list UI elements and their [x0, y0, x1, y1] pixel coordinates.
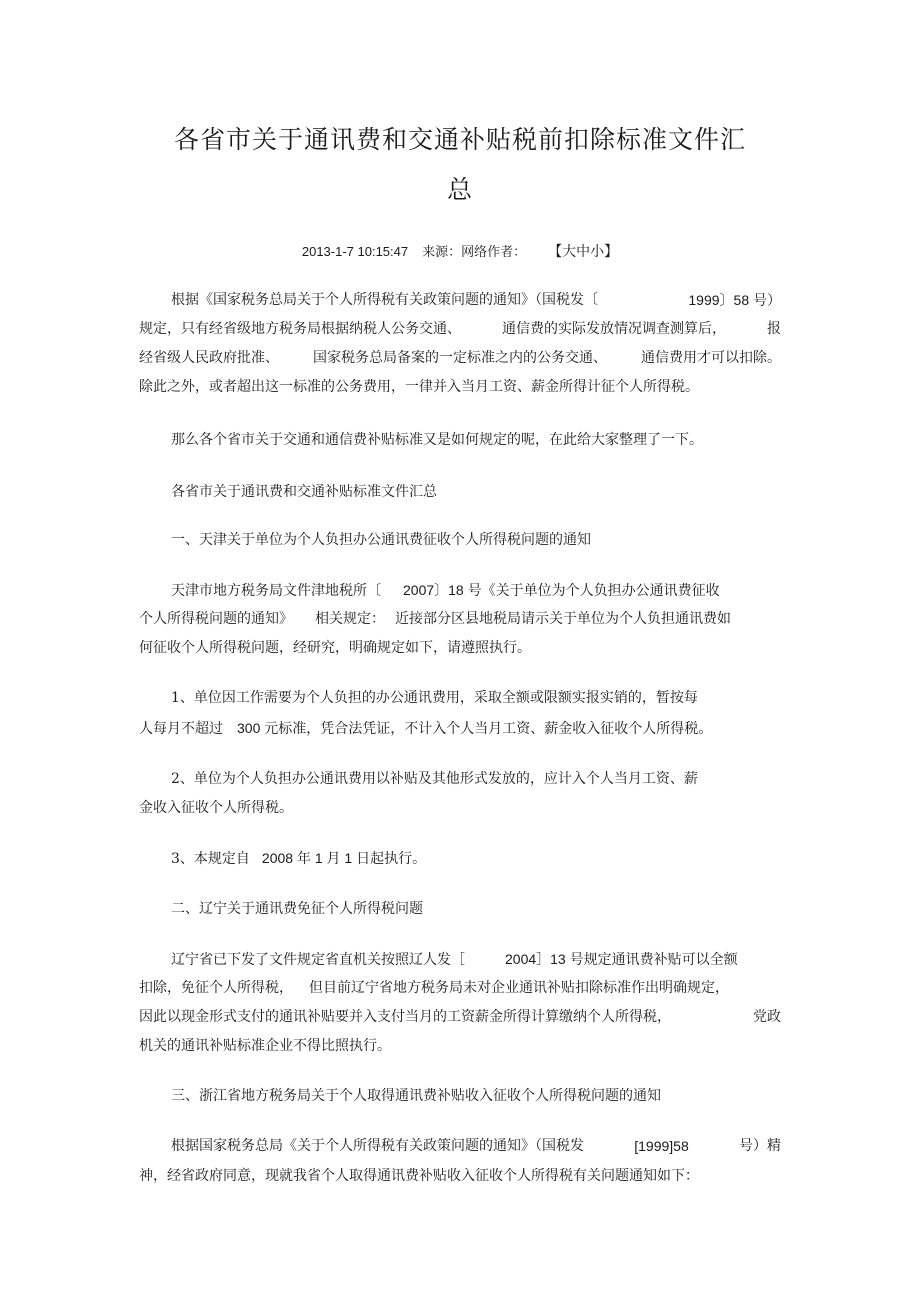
- text-span: 个人所得税问题的通知》: [139, 611, 293, 627]
- paragraph-line: [171, 949, 781, 969]
- text-span: 通信费的实际发放情况调查测算后，: [502, 321, 726, 337]
- text-span: 报: [767, 321, 781, 337]
- paragraph-line: [171, 580, 781, 600]
- font-size-control[interactable]: 【大中小】: [548, 244, 619, 260]
- paragraph-line: [171, 1136, 781, 1156]
- text-span: 300 元标准，凭合法凭证，不计入个人当月工资、薪金收入征收个人所得税。: [237, 720, 713, 736]
- paragraph-line: 那么各个省市关于交通和通信费补贴标准又是如何规定的呢，在此给大家整理了一下。: [171, 432, 703, 448]
- text-span: 3、本规定自: [171, 851, 250, 867]
- text-span: 辽宁省已下发了文件规定省直机关按照辽人发［: [171, 952, 465, 968]
- text-span: 1999〕58 号）: [688, 292, 781, 308]
- paragraph-line: [171, 290, 781, 310]
- paragraph-line: [139, 348, 781, 368]
- paragraph-line: [139, 718, 781, 738]
- text-span: 2004］13 号规定通讯费补贴可以全额: [505, 951, 738, 967]
- paragraph-line: [139, 609, 781, 629]
- paragraph-line: 1、单位因工作需要为个人负担的办公通讯费用，采取全额或限额实报实销的，暂按每: [171, 690, 698, 706]
- text-span: 国家税务总局备案的一定标准之内的公务交通、: [313, 350, 607, 366]
- text-span: 通信费用才可以扣除。: [641, 350, 781, 366]
- paragraph-line: 何征收个人所得税问题，经研究，明确规定如下，请遵照执行。: [139, 640, 531, 656]
- text-span: 根据《国家税务总局关于个人所得税有关政策问题的通知》（国税发〔: [171, 292, 598, 308]
- text-span: 扣除，免征个人所得税，: [139, 980, 293, 996]
- doc-title-line-2: 总: [446, 175, 473, 204]
- text-span: [1999]58: [634, 1138, 689, 1154]
- text-span: 但目前辽宁省地方税务局未对企业通讯补贴扣除标准作出明确规定，: [309, 980, 729, 996]
- source-author: 来源：网络作者：: [422, 245, 527, 260]
- paragraph-line: 各省市关于通讯费和交通补贴标准文件汇总: [171, 484, 437, 500]
- text-span: 近接部分区县地税局请示关于单位为个人负担通讯费如: [395, 611, 731, 627]
- paragraph-line: [139, 978, 781, 998]
- text-span: 党政: [753, 1009, 781, 1025]
- text-span: 根据国家税务总局《关于个人所得税有关政策问题的通知》（国税发: [171, 1138, 584, 1154]
- paragraph-line: [139, 1007, 781, 1027]
- paragraph-line: 2、单位为个人负担办公通讯费用以补贴及其他形式发放的，应计入个人当月工资、薪: [171, 771, 698, 787]
- article-meta: [0, 241, 920, 261]
- paragraph-line: 金收入征收个人所得税。: [139, 800, 293, 816]
- text-span: 经省级人民政府批准、: [139, 350, 279, 366]
- section-heading-zhejiang: 三、浙江省地方税务局关于个人取得通讯费补贴收入征收个人所得税问题的通知: [171, 1088, 661, 1104]
- text-span: 人每月不超过: [139, 721, 223, 737]
- publish-datetime: 2013-1-7 10:15:47: [301, 244, 409, 259]
- text-span: 天津市地方税务局文件津地税所〔: [171, 583, 381, 599]
- paragraph-line: 除此之外，或者超出这一标准的公务费用，一律并入当月工资、薪金所得计征个人所得税。: [139, 379, 699, 395]
- doc-title-line-1: 各省市关于通讯费和交通补贴税前扣除标准文件汇: [173, 125, 746, 154]
- text-span: 2008 年 1 月 1 日起执行。: [261, 850, 427, 866]
- paragraph-line: [171, 848, 781, 868]
- text-span: 规定，只有经省级地方税务局根据纳税人公务交通、: [139, 321, 461, 337]
- paragraph-line: 机关的通讯补贴标准企业不得比照执行。: [139, 1038, 391, 1054]
- section-heading-tianjin: 一、天津关于单位为个人负担办公通讯费征收个人所得税问题的通知: [171, 532, 591, 548]
- text-span: 相关规定：: [315, 611, 385, 627]
- text-span: 2007〕18 号《关于单位为个人负担办公通讯费征收: [403, 582, 720, 598]
- text-span: 号）精: [739, 1138, 781, 1154]
- paragraph-line: 神，经省政府同意，现就我省个人取得通讯费补贴收入征收个人所得税有关问题通知如下：: [139, 1168, 699, 1184]
- text-span: 因此以现金形式支付的通讯补贴要并入支付当月的工资薪金所得计算缴纳个人所得税，: [139, 1009, 671, 1025]
- paragraph-line: [139, 319, 781, 339]
- section-heading-liaoning: 二、辽宁关于通讯费免征个人所得税问题: [171, 901, 423, 917]
